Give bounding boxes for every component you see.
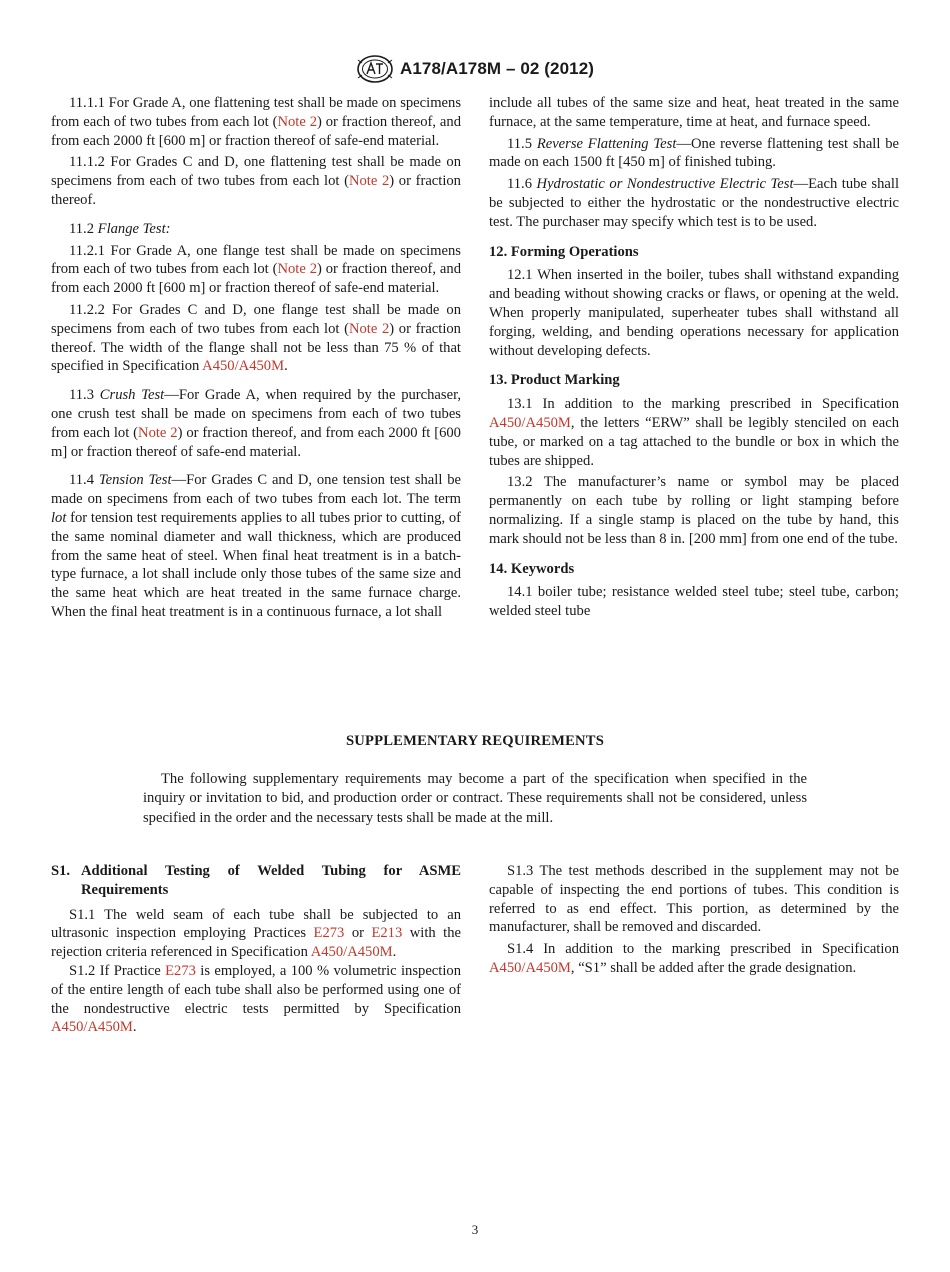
section-heading-12: 12. Forming Operations bbox=[489, 243, 639, 260]
para-11-4: 11.4 Tension Test—For Grades C and D, one tension test shall be made on specimens from each of two tubes from each lot. The term lot for tension test requirements applies to all tubes prior to cutting, of the same nominal diameter and wall thickness, which are produced from the same heat of steel. When final heat treatment is in a batch-type furnace, a lot shall include only those tubes of the same size and the same heat which are heat treated in the same furnace charge. When the final heat treatment is in a continuous furnace, a lot shall bbox=[51, 472, 461, 620]
note-2-link[interactable]: Note 2 bbox=[277, 261, 317, 278]
note-2-link[interactable]: Note 2 bbox=[138, 424, 178, 441]
para-14-1: 14.1 boiler tube; resistance welded steel tube; steel tube, carbon; welded steel tube bbox=[489, 584, 899, 620]
section-heading-13: 13. Product Marking bbox=[489, 372, 620, 389]
supplementary-intro: The following supplementary requirements may become a part of the specification when specified in the inquiry or invitation to bid, and production order or contract. These requirements shall not be considered, unless specified in the order and the necessary tests shall be made at the mill. bbox=[143, 771, 807, 826]
right-column bbox=[489, 94, 899, 621]
a450-link[interactable]: A450/A450M bbox=[310, 944, 393, 961]
para-12-1: 12.1 When inserted in the boiler, tubes shall withstand expanding and beading without showing cracks or flaws, or opening at the weld. When properly manipulated, superheater tubes shall withstand all forging, welding, and bending operations necessary for application without developing defects. bbox=[489, 267, 899, 359]
para-11-1-2: 11.1.2 For Grades C and D, one flattening test shall be made on specimens from each of two tubes from each lot (Note 2) or fraction thereof. bbox=[51, 154, 461, 208]
left-column bbox=[51, 94, 461, 622]
para-s1-2: S1.2 If Practice E273 is employed, a 100 % volumetric inspection of the entire length of each tube shall also be performed using one of the nondestructive electric tests permitted by Specification A450/A450M. bbox=[51, 962, 461, 1036]
para-11-2: 11.2 Flange Test: bbox=[69, 220, 171, 237]
para-13-2: 13.2 The manufacturer’s name or symbol may be placed permanently on each tube by rolling or light stamping before normalizing. If a single stamp is placed on the tube by hand, this mark should not be less than 8 in. [200 mm] from one end of the tube. bbox=[489, 474, 899, 547]
document-id: A178/A178M – 02 (2012) bbox=[399, 59, 595, 78]
para-s1-4: S1.4 In addition to the marking prescribed in Specification A450/A450M, “S1” shall be added after the grade designation. bbox=[489, 941, 899, 976]
para-11-3: 11.3 Crush Test—For Grade A, when required by the purchaser, one crush test shall be made on specimens from each of two tubes from each lot (Note 2) or fraction thereof, and from each 2000 ft [600 m] or fraction thereof of safe-end material. bbox=[51, 387, 461, 460]
note-2-link[interactable]: Note 2 bbox=[348, 320, 390, 337]
supp-right-column bbox=[489, 862, 899, 978]
supp-left-column bbox=[51, 862, 461, 1037]
para-11-6: 11.6 Hydrostatic or Nondestructive Electric Test—Each tube shall be subjected to either the hydrostatic or the nondestructive electric test. The purchaser may specify which test is to be used. bbox=[489, 176, 899, 230]
e273-link[interactable]: E273 bbox=[165, 962, 196, 979]
para-s1-1: S1.1 The weld seam of each tube shall be subjected to an ultrasonic inspection employing Practices E273 or E213 with the rejection criteria referenced in Specification A450/A450M. bbox=[51, 906, 461, 961]
e273-link[interactable]: E273 bbox=[313, 925, 345, 942]
para-11-2-2: 11.2.2 For Grades C and D, one flange test shall be made on specimens from each of two tubes from each lot (Note 2) or fraction thereof. The width of the flange shall not be less than 75 % of that specified in Specification A450/A450M. bbox=[51, 301, 461, 375]
para-11-5: 11.5 Reverse Flattening Test—One reverse flattening test shall be made on each 1500 ft [450 m] of finished tubing. bbox=[489, 135, 900, 171]
section-heading-14: 14. Keywords bbox=[489, 560, 575, 577]
para-s1-3: S1.3 The test methods described in the supplement may not be capable of inspecting the end portions of tubes. This condition is referred to as end effect. This portion, as determined by the manufacturer, shall be removed and discarded. bbox=[489, 863, 899, 936]
para-13-1: 13.1 In addition to the marking prescribed in Specification A450/A450M, the letters “ERW” shall be legibly stenciled on each tube, or marked on a tag attached to the bundle or box in which the tubes are shipped. bbox=[489, 396, 899, 469]
page-number: 3 bbox=[471, 1222, 479, 1237]
para-11-1-1: 11.1.1 For Grade A, one flattening test shall be made on specimens from each of two tubes from each lot (Note 2) or fraction thereof, and from each 2000 ft [600 m] or fraction thereof of safe-end material. bbox=[51, 95, 461, 149]
supplementary-title: SUPPLEMENTARY REQUIREMENTS bbox=[345, 733, 605, 749]
note-2-link[interactable]: Note 2 bbox=[277, 113, 317, 130]
para-11-2-1: 11.2.1 For Grade A, one flange test shall be made on specimens from each of two tubes from each lot (Note 2) or fraction thereof, and from each 2000 ft [600 m] or fraction thereof of safe-end material. bbox=[51, 242, 461, 297]
a450-link[interactable]: A450/A450M bbox=[489, 414, 571, 431]
e213-link[interactable]: E213 bbox=[371, 925, 403, 942]
note-2-link[interactable]: Note 2 bbox=[348, 173, 390, 190]
para-continued: include all tubes of the same size and heat, heat treated in the same furnace, at the same temperature, time at heat, and furnace speed. bbox=[489, 95, 899, 130]
section-heading-s1: S1. Additional Testing of Welded Tubing for ASME Requirements bbox=[51, 863, 461, 898]
astm-logo-icon bbox=[356, 54, 394, 84]
a450-link[interactable]: A450/A450M bbox=[202, 358, 285, 375]
a450-link[interactable]: A450/A450M bbox=[51, 1019, 133, 1036]
page-header bbox=[0, 54, 950, 84]
a450-link[interactable]: A450/A450M bbox=[489, 959, 571, 976]
